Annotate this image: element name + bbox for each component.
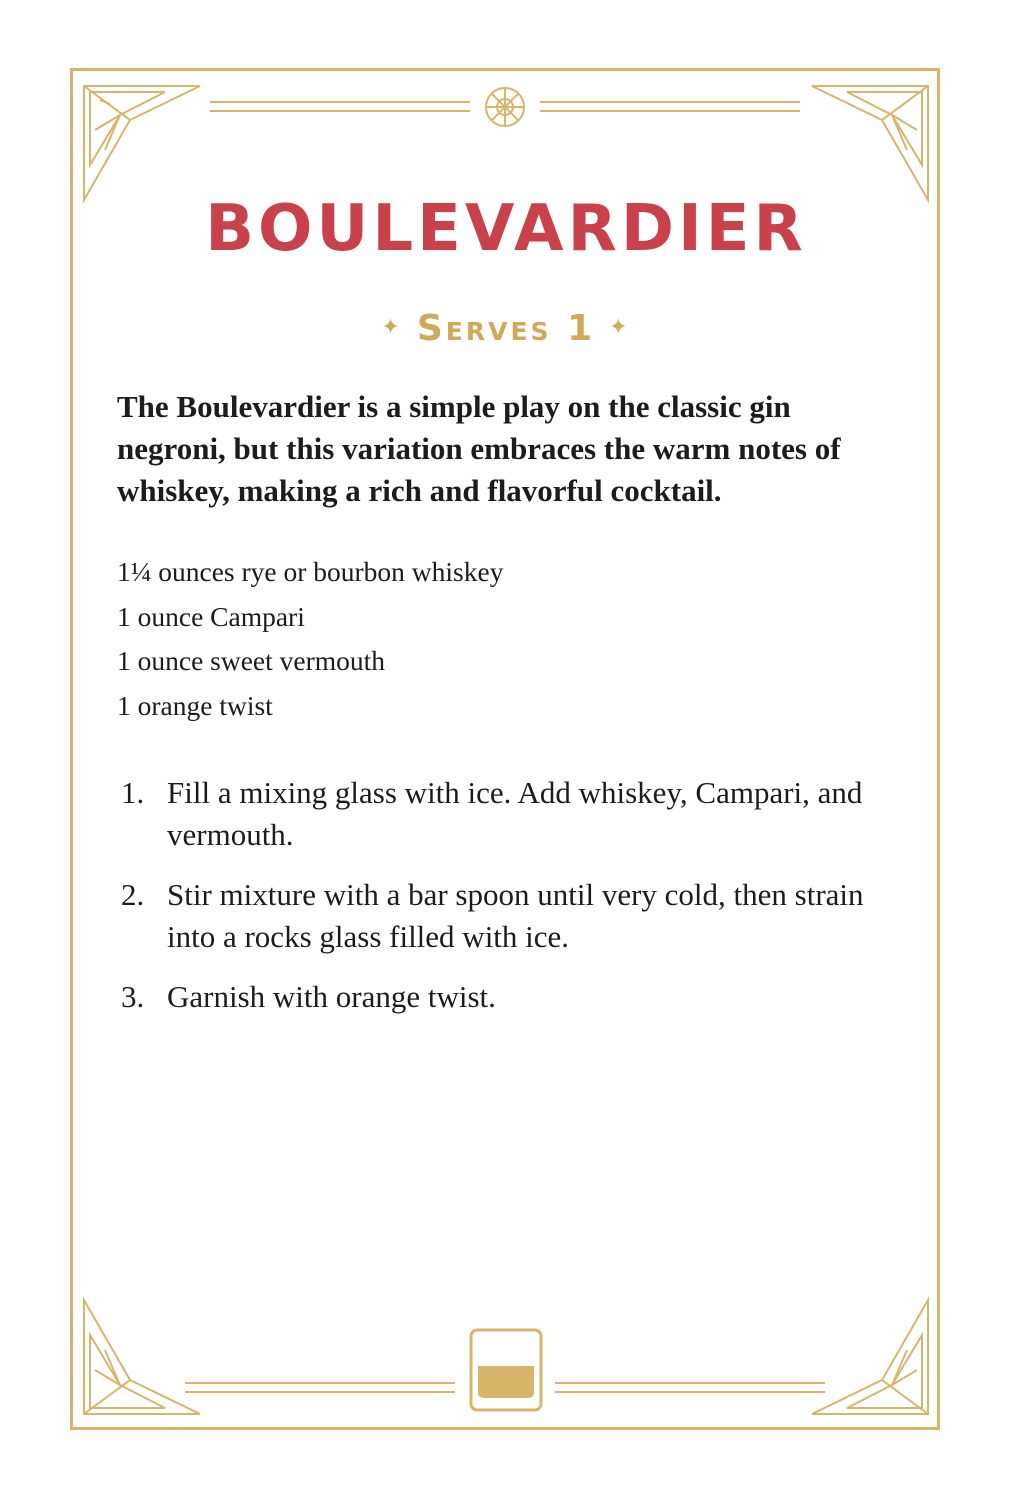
step-number: 2. <box>121 877 145 912</box>
rocks-glass-icon <box>471 1330 541 1410</box>
recipe-title: BOULEVARDIER <box>205 192 807 266</box>
instruction-steps <box>117 772 877 1036</box>
corner-ornament-top-right <box>812 86 928 200</box>
step-text: Garnish with orange twist. <box>167 979 496 1014</box>
corner-ornament-bottom-right <box>812 1300 928 1414</box>
ingredient-item: 1 ounce sweet vermouth <box>117 645 386 676</box>
ingredient-item: 1 orange twist <box>117 689 273 721</box>
step-item <box>117 976 877 1018</box>
step-text: Fill a mixing glass with ice. Add whiskey, Campari, and vermouth. <box>167 775 863 852</box>
serves-label: Serves 1 <box>416 308 596 349</box>
serves-ornament-right: ✦ <box>609 315 631 340</box>
serves-line <box>0 308 1012 349</box>
serves-ornament-left: ✦ <box>381 315 403 340</box>
ingredient-list <box>117 550 877 728</box>
step-text: Stir mixture with a bar spoon until very cold, then strain into a rocks glass filled with ice. <box>167 877 864 954</box>
step-item <box>117 772 877 856</box>
corner-ornament-bottom-left <box>84 1300 200 1414</box>
step-number: 1. <box>121 775 145 810</box>
corner-ornament-top-left <box>84 86 200 200</box>
step-number: 3. <box>121 979 145 1014</box>
step-item <box>117 874 877 958</box>
recipe-intro: The Boulevardier is a simple play on the classic gin negroni, but this variation embraces the warm notes of whiskey, making a rich and flavorful cocktail. <box>117 389 841 508</box>
starburst-icon <box>486 88 524 126</box>
ingredient-item: 1¼ ounces rye or bourbon whiskey <box>117 556 504 587</box>
ingredient-item: 1 ounce Campari <box>117 600 305 632</box>
